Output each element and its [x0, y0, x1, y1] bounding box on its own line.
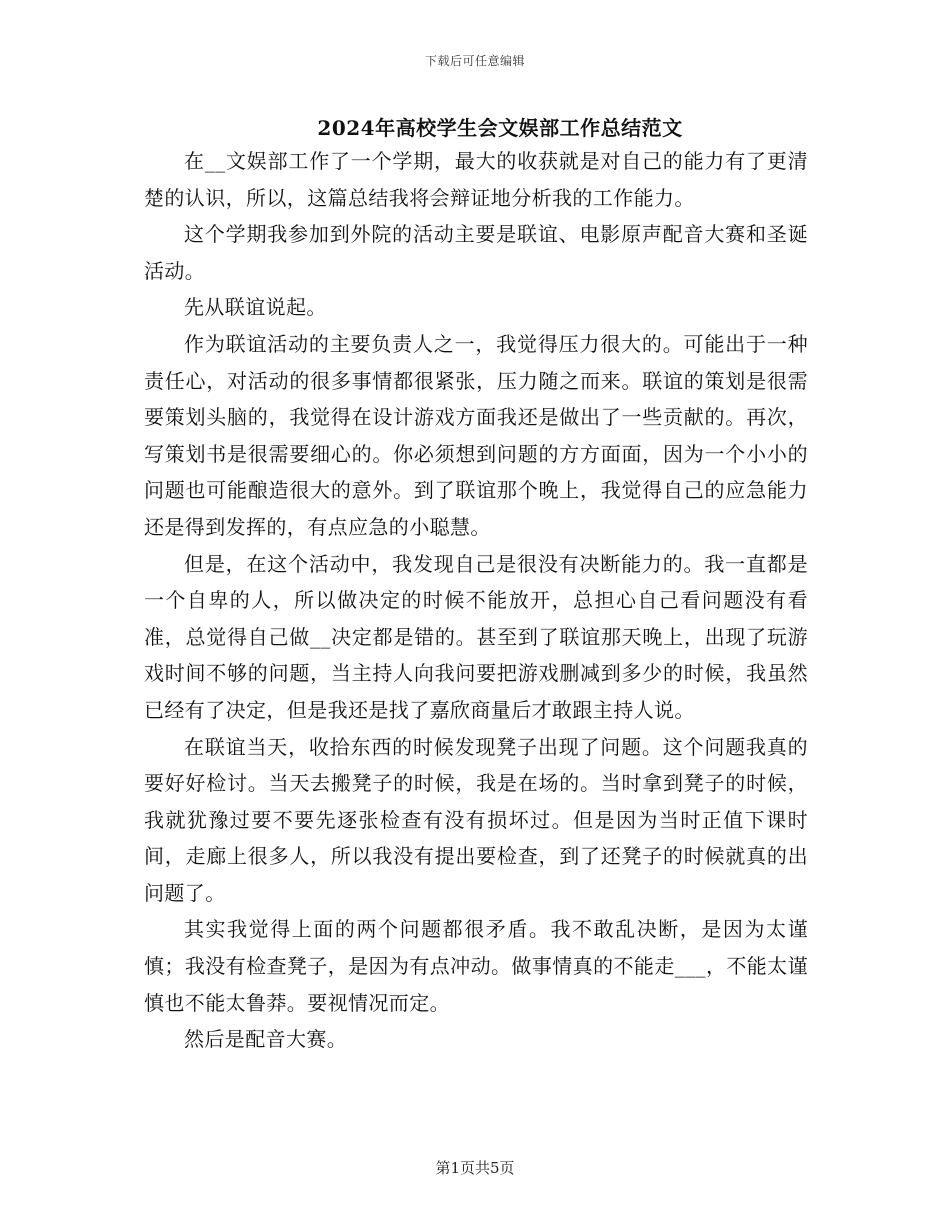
paragraph: 先从联谊说起。 [184, 295, 327, 320]
page-number: 第1页共5页 [435, 1159, 515, 1177]
document-title: 2024年高校学生会文娱部工作总结范文 [317, 116, 683, 140]
paragraph: 这个学期我参加到外院的活动主要是联谊、电影原声配音大赛和圣诞活动。 [144, 222, 808, 283]
page-header-note: 下载后可任意编辑 [424, 54, 525, 68]
paragraph: 然后是配音大赛。 [184, 1027, 348, 1052]
paragraph: 但是，在这个活动中，我发现自己是很没有决断能力的。我一直都是一个自卑的人，所以做决定的时候不能放开，总担心自己看问题没有看准，总觉得自己做__决定都是错的。甚至到了联谊那天晚上，出现了玩游戏时间不够的问题，当主持人向我问要把游戏删减到多少的时候，我虽然已经有了决定，但是我还是找了嘉欣商量后才敢跟主持人说。 [144, 551, 808, 722]
paragraph: 在__文娱部工作了一个学期，最大的收获就是对自己的能力有了更清楚的认识，所以，这篇总结我将会辩证地分析我的工作能力。 [144, 149, 808, 210]
document-body [144, 143, 808, 1058]
paragraph: 其实我觉得上面的两个问题都很矛盾。我不敢乱决断，是因为太谨慎；我没有检查凳子，是因为有点冲动。做事情真的不能走___，不能太谨慎也不能太鲁莽。要视情况而定。 [144, 917, 808, 1015]
paragraph: 作为联谊活动的主要负责人之一，我觉得压力很大的。可能出于一种责任心，对活动的很多事情都很紧张，压力随之而来。联谊的策划是很需要策划头脑的，我觉得在设计游戏方面我还是做出了一些贡献的。再次，写策划书是很需要细心的。你必须想到问题的方方面面，因为一个小小的问题也可能酿造很大的意外。到了联谊那个晚上，我觉得自己的应急能力还是得到发挥的，有点应急的小聪慧。 [144, 331, 808, 539]
paragraph: 在联谊当天，收拾东西的时候发现凳子出现了问题。这个问题我真的要好好检讨。当天去搬凳子的时候，我是在场的。当时拿到凳子的时候，我就犹豫过要不要先逐张检查有没有损坏过。但是因为当时正值下课时间，走廊上很多人，所以我没有提出要检查，到了还凳子的时候就真的出问题了。 [144, 734, 808, 905]
